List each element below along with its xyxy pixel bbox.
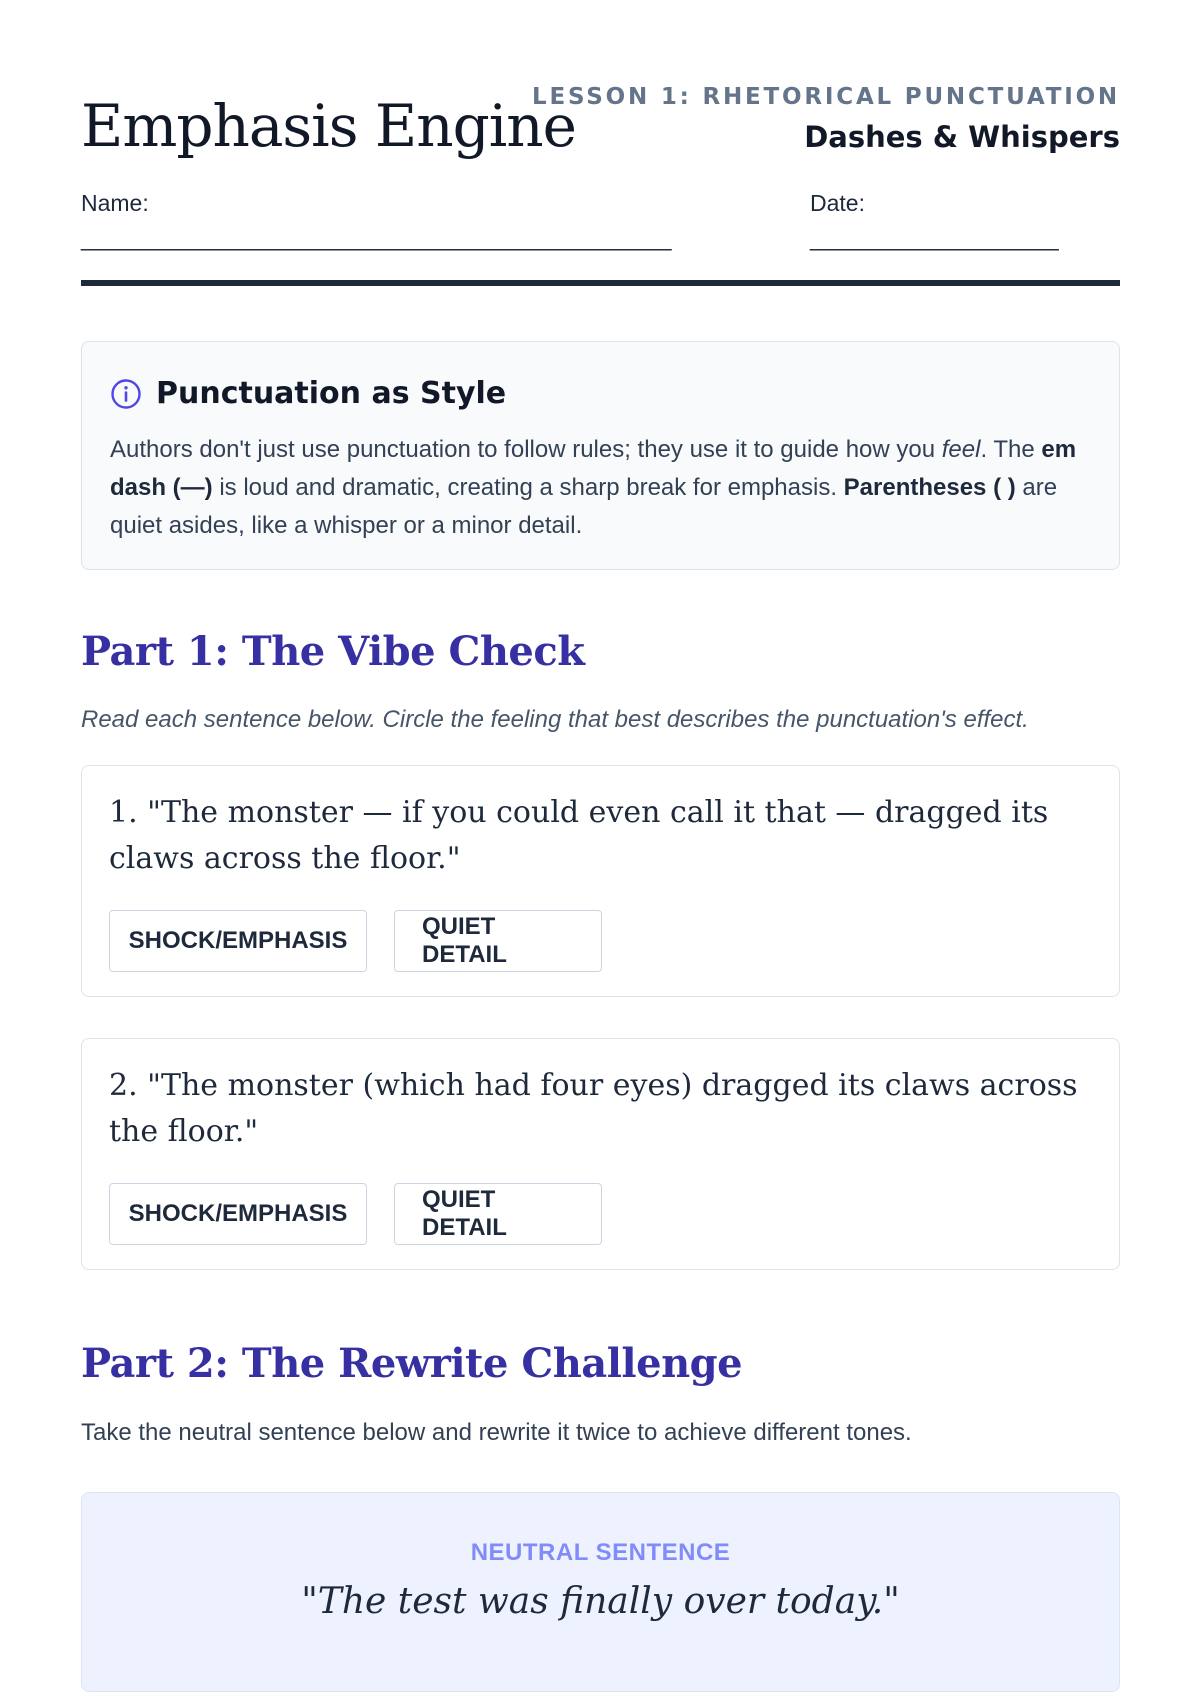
info-text-part: is loud and dramatic, creating a sharp break for emphasis. (212, 474, 844, 501)
info-text-part: are quiet asides, like a whisper or a minor detail. (110, 474, 1058, 539)
quiet-detail-choice[interactable]: QUIET DETAIL (394, 1183, 602, 1245)
question-text: 2. "The monster (which had four eyes) dragged its claws across the floor." (109, 1068, 1078, 1149)
answer-choices (109, 910, 1092, 972)
style-info-box (81, 341, 1120, 570)
question-card (81, 765, 1120, 997)
name-blank-line[interactable]: __________________________________________________ (81, 225, 671, 251)
info-icon (110, 378, 142, 410)
date-label: Date: (810, 190, 865, 216)
info-box-text (110, 431, 1091, 545)
shock-emphasis-choice[interactable]: SHOCK/EMPHASIS (109, 1183, 367, 1245)
info-box-header (110, 376, 1091, 411)
name-field[interactable] (81, 190, 711, 252)
neutral-sentence-box (81, 1492, 1120, 1692)
info-text-part: . The (980, 436, 1042, 463)
worksheet-title: Emphasis Engine (81, 92, 576, 160)
part2-instructions: Take the neutral sentence below and rewrite it twice to achieve different tones. (81, 1419, 912, 1446)
parentheses-term: Parentheses ( ) (843, 474, 1016, 501)
question-card (81, 1038, 1120, 1270)
lesson-title: Dashes & Whispers (804, 120, 1120, 154)
part1-instructions: Read each sentence below. Circle the feeling that best describes the punctuation's effect. (81, 706, 1029, 733)
info-box-title: Punctuation as Style (156, 376, 507, 411)
lesson-label: LESSON 1: RHETORICAL PUNCTUATION (532, 84, 1120, 110)
em-dash-term: em dash (—) (110, 436, 1077, 501)
date-field[interactable] (810, 190, 1075, 252)
shock-emphasis-choice[interactable]: SHOCK/EMPHASIS (109, 910, 367, 972)
worksheet-header (81, 0, 1120, 290)
question-text: 1. "The monster — if you could even call it that — dragged its claws across the floor." (109, 795, 1049, 876)
quiet-detail-choice[interactable]: QUIET DETAIL (394, 910, 602, 972)
neutral-sentence-label: NEUTRAL SENTENCE (470, 1539, 731, 1566)
header-divider (81, 280, 1120, 286)
part1-heading: Part 1: The Vibe Check (81, 628, 585, 675)
date-blank-line[interactable]: _____________________ (810, 225, 1058, 251)
neutral-sentence-text: "The test was finally over today." (301, 1581, 900, 1622)
answer-choices (109, 1183, 1092, 1245)
part2-heading: Part 2: The Rewrite Challenge (81, 1340, 743, 1387)
name-label: Name: (81, 190, 149, 216)
info-text-emphasis: feel (941, 436, 981, 463)
worksheet-page (81, 0, 1120, 1622)
info-text-part: Authors don't just use punctuation to follow rules; they use it to guide how you (110, 436, 942, 463)
